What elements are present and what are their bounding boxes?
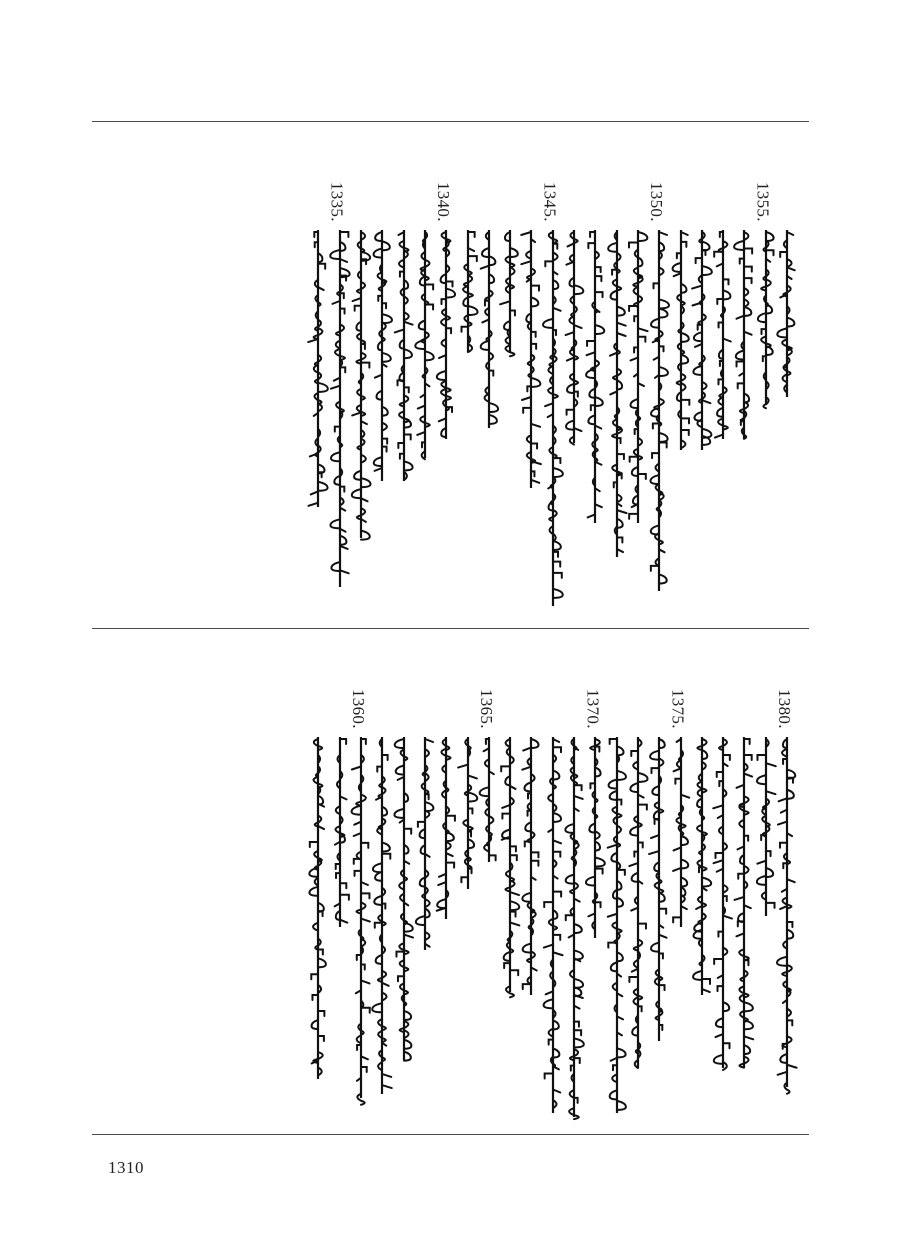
line-number: 1380. (775, 689, 794, 729)
page-number: 1310 (108, 1158, 144, 1177)
verse-column (305, 629, 331, 1134)
line-number: 1375. (668, 689, 688, 729)
line-number: 1340. (434, 182, 454, 222)
bottom-rule (92, 1134, 809, 1135)
line-number: 1365. (476, 689, 496, 729)
mongolian-script-line (305, 737, 331, 1117)
line-number: 1370. (583, 689, 603, 729)
verse-panel-upper (92, 122, 809, 628)
line-number: 1350. (647, 182, 667, 222)
mongolian-script-line (305, 230, 331, 610)
line-number: 1360. (349, 689, 368, 729)
line-number: 1335. (327, 182, 347, 222)
verse-column (305, 122, 331, 628)
verse-panel-lower (92, 629, 809, 1134)
line-number: 1345. (540, 182, 560, 222)
line-number: 1355. (753, 182, 773, 222)
